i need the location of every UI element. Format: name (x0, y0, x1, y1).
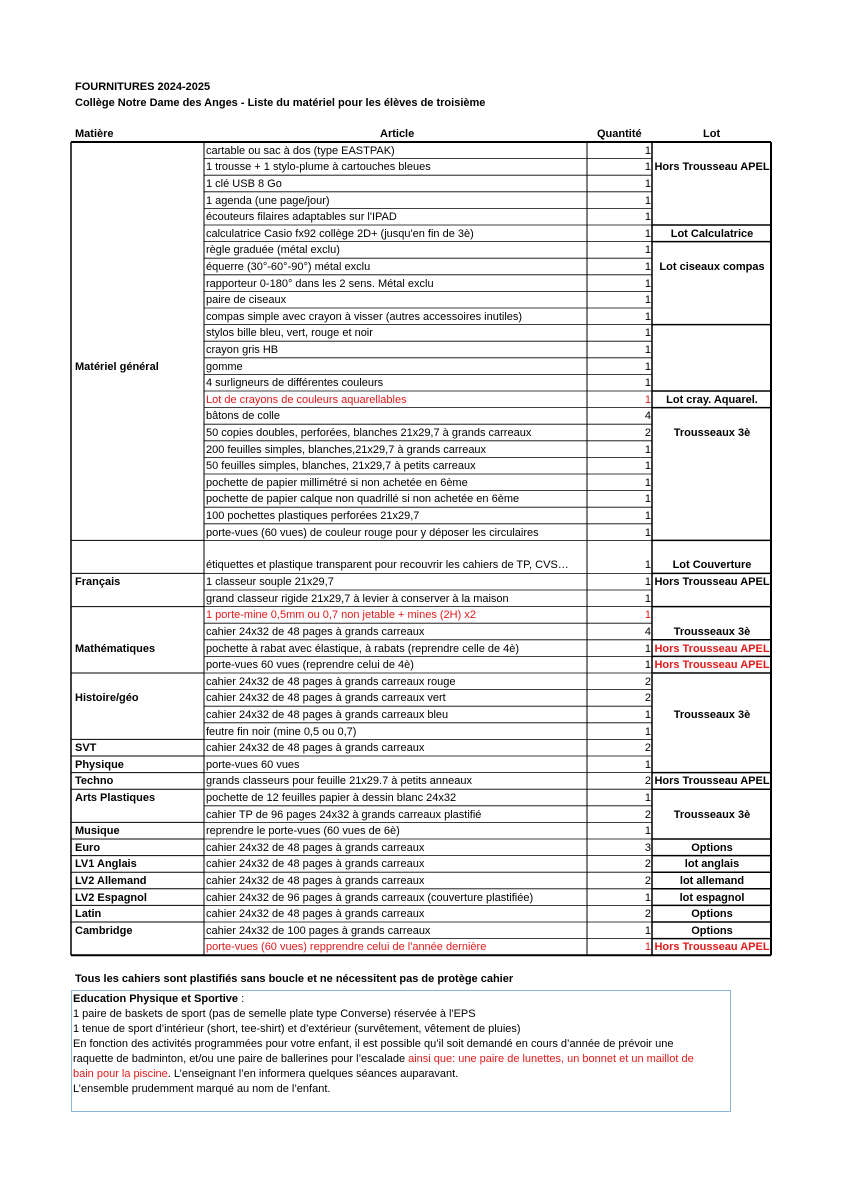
lot-label: Trousseaux 3è (673, 808, 751, 821)
matiere-label: Cambridge (75, 924, 133, 937)
quantity-cell: 1 (644, 709, 651, 721)
quantity-cell: 2 (644, 427, 651, 439)
article-cell: calculatrice Casio fx92 collège 2D+ (jusqu'en fin de 3è) (206, 227, 474, 240)
quantity-cell: 1 (644, 244, 651, 257)
eps-line-4 (73, 1052, 694, 1067)
quantity-cell: 2 (644, 775, 651, 788)
lot-label: Lot cray. Aquarel. (666, 393, 758, 406)
article-cell: équerre (30°-60°-90°) métal exclu (206, 261, 371, 273)
quantity-cell: 2 (644, 808, 651, 821)
lot-label: Trousseaux 3è (673, 626, 751, 638)
article-cell: porte-vues 60 vues (reprendre celui de 4è) (206, 659, 414, 672)
quantity-cell: 1 (644, 576, 651, 589)
lot-label: Options (691, 841, 733, 854)
matiere-label: Musique (75, 825, 120, 838)
article-cell: cahier TP de 96 pages 24x32 à grands carreaux plastifié (206, 808, 482, 821)
quantity-cell: 4 (644, 626, 651, 638)
quantity-cell: 1 (644, 194, 651, 207)
article-cell: pochette de papier calque non quadrillé si non achetée en 6ème (206, 493, 520, 506)
eps-line-4-text: raquette de badminton, et/ou une paire de ballerines pour l’escalade (73, 1053, 409, 1065)
article-cell: règle graduée (métal exclu) (206, 244, 340, 257)
eps-line-3: En fonction des activités programmées pour votre enfant, il est possible qu’il soit demandé en cours d’année de prévoir une (73, 1038, 674, 1050)
cahier-note: Tous les cahiers sont plastifiés sans boucle et ne nécessitent pas de protège cahier (75, 973, 514, 985)
quantity-cell: 1 (644, 310, 651, 323)
article-cell: gomme (206, 360, 243, 373)
article-cell: feutre fin noir (mine 0,5 ou 0,7) (206, 725, 357, 738)
article-cell: cartable ou sac à dos (type EASTPAK) (206, 144, 395, 157)
matiere-label: Physique (75, 758, 124, 771)
eps-heading: Education Physique et Sportive (73, 993, 239, 1005)
article-cell: porte-vues (60 vues) de couleur rouge pour y déposer les circulaires (206, 526, 539, 539)
quantity-cell: 1 (644, 891, 651, 904)
matiere-label: LV1 Anglais (75, 858, 137, 871)
article-cell: pochette de papier millimétré si non achetée en 6ème (206, 476, 468, 489)
quantity-cell: 1 (644, 211, 651, 224)
matiere-label: Euro (75, 841, 101, 854)
eps-heading-suffix: : (238, 993, 245, 1005)
lot-label: Hors Trousseau APEL (654, 941, 770, 954)
quantity-cell: 1 (644, 360, 651, 373)
quantity-cell: 1 (644, 227, 651, 240)
article-cell: rapporteur 0-180° dans les 2 sens. Métal exclu (206, 277, 434, 290)
article-cell: 1 porte-mine 0,5mm ou 0,7 non jetable + mines (2H) x2 (206, 609, 476, 622)
quantity-cell: 1 (644, 443, 651, 456)
quantity-cell: 2 (644, 742, 651, 755)
eps-heading-line (73, 992, 244, 1007)
article-cell: cahier 24x32 de 96 pages à grands carreaux (couverture plastifiée) (206, 891, 534, 904)
article-cell: cahier 24x32 de 48 pages à grands carreaux (206, 626, 425, 638)
lot-label: Hors Trousseau APEL (654, 775, 770, 788)
document-title: FOURNITURES 2024-2025 (75, 81, 211, 93)
quantity-cell: 1 (644, 792, 651, 804)
article-cell: grands classeurs pour feuille 21x29.7 à petits anneaux (206, 775, 473, 788)
article-cell: pochette de 12 feuilles papier à dessin blanc 24x32 (206, 792, 457, 804)
eps-line-6: L’ensemble prudemment marqué au nom de l’enfant. (73, 1083, 331, 1095)
lot-label: Hors Trousseau APEL (654, 659, 770, 672)
article-cell: reprendre le porte-vues (60 vues de 6è) (206, 825, 400, 838)
quantity-cell: 1 (644, 526, 651, 539)
article-cell: 1 clé USB 8 Go (206, 178, 282, 190)
article-cell: 50 copies doubles, perforées, blanches 21x29,7 à grands carreaux (206, 427, 532, 439)
quantity-cell: 1 (644, 642, 651, 655)
matiere-label: SVT (75, 742, 97, 755)
matiere-label: LV2 Allemand (75, 875, 147, 887)
article-cell: paire de ciseaux (206, 294, 287, 307)
article-cell: cahier 24x32 de 48 pages à grands carreaux bleu (206, 709, 449, 721)
article-cell: 1 trousse + 1 stylo-plume à cartouches bleues (206, 161, 431, 174)
article-cell: 200 feuilles simples, blanches,21x29,7 à grands carreaux (206, 443, 487, 456)
article-cell: pochette à rabat avec élastique, à rabats (reprendre celle de 4è) (206, 642, 520, 655)
article-cell: cahier 24x32 de 48 pages à grands carreaux (206, 841, 425, 854)
matiere-label: Mathématiques (75, 642, 156, 655)
article-cell: compas simple avec crayon à visser (autres accessoires inutiles) (206, 310, 523, 323)
quantity-cell: 1 (644, 344, 651, 356)
article-cell: étiquettes et plastique transparent pour recouvrir les cahiers de TP, CVS… (206, 558, 569, 571)
quantity-cell: 1 (644, 924, 651, 937)
matiere-label: Matériel général (75, 360, 159, 373)
header-lot: Lot (703, 128, 721, 140)
quantity-cell: 1 (644, 277, 651, 290)
article-cell: cahier 24x32 de 100 pages à grands carreaux (206, 924, 431, 937)
article-cell: grand classeur rigide 21x29,7 à levier à conserver à la maison (206, 592, 509, 605)
lot-label: Trousseaux 3è (673, 427, 751, 439)
article-cell: porte-vues 60 vues (206, 758, 300, 771)
quantity-cell: 4 (644, 410, 651, 423)
quantity-cell: 2 (644, 675, 651, 688)
quantity-cell: 1 (644, 558, 651, 571)
quantity-cell: 1 (644, 758, 651, 771)
header-article: Article (380, 128, 415, 140)
quantity-cell: 2 (644, 692, 651, 705)
header-quantite: Quantité (597, 128, 642, 140)
eps-line-5 (73, 1067, 458, 1082)
quantity-cell: 1 (644, 161, 651, 174)
matiere-label: Latin (75, 908, 102, 921)
header-matiere: Matière (75, 128, 114, 140)
article-cell: bâtons de colle (206, 410, 280, 423)
quantity-cell: 1 (644, 327, 651, 340)
matiere-label: Histoire/géo (75, 692, 139, 705)
quantity-cell: 2 (644, 858, 651, 871)
lot-label: Lot Couverture (672, 558, 752, 571)
article-cell: 1 agenda (une page/jour) (206, 194, 330, 207)
article-cell: 100 pochettes plastiques perforées 21x29,7 (206, 510, 420, 522)
article-cell: cahier 24x32 de 48 pages à grands carreaux (206, 742, 425, 755)
quantity-cell: 1 (644, 510, 651, 522)
article-cell: cahier 24x32 de 48 pages à grands carreaux rouge (206, 675, 456, 688)
lot-label: Hors Trousseau APEL (654, 161, 770, 174)
lot-label: lot anglais (684, 858, 740, 871)
lot-label: Lot ciseaux compas (659, 261, 765, 273)
quantity-cell: 1 (644, 460, 651, 473)
article-cell: Lot de crayons de couleurs aquarellables (206, 393, 407, 406)
quantity-cell: 1 (644, 592, 651, 605)
document-subtitle: Collège Notre Dame des Anges - Liste du matériel pour les élèves de troisième (75, 97, 486, 109)
quantity-cell: 1 (644, 609, 651, 622)
matiere-label: Techno (75, 775, 114, 788)
quantity-cell: 1 (644, 493, 651, 506)
quantity-cell: 1 (644, 941, 651, 954)
article-cell: stylos bille bleu, vert, rouge et noir (206, 327, 373, 340)
article-cell: 1 classeur souple 21x29,7 (206, 576, 334, 589)
matiere-label: LV2 Espagnol (75, 891, 147, 904)
quantity-cell: 1 (644, 725, 651, 738)
matiere-label: Arts Plastiques (75, 792, 156, 804)
quantity-cell: 1 (644, 825, 651, 838)
article-cell: cahier 24x32 de 48 pages à grands carreaux (206, 858, 425, 871)
quantity-cell: 3 (644, 841, 651, 854)
lot-label: Hors Trousseau APEL (654, 642, 770, 655)
eps-line-1: 1 paire de baskets de sport (pas de semelle plate type Converse) réservée à l'EPS (73, 1008, 476, 1020)
quantity-cell: 1 (644, 659, 651, 672)
quantity-cell: 1 (644, 261, 651, 273)
quantity-cell: 1 (644, 144, 651, 157)
quantity-cell: 1 (644, 294, 651, 307)
lot-label: Hors Trousseau APEL (654, 576, 770, 589)
eps-line-2: 1 tenue de sport d’intérieur (short, tee-shirt) et d’extérieur (survêtement, vêtement de pluies) (73, 1023, 521, 1035)
quantity-cell: 1 (644, 476, 651, 489)
lot-label: lot espagnol (679, 891, 745, 904)
eps-line-5-red: bain pour la piscine (73, 1068, 168, 1080)
lot-label: lot allemand (679, 875, 745, 887)
lot-label: Lot Calculatrice (670, 227, 754, 240)
quantity-cell: 2 (644, 908, 651, 921)
article-cell: cahier 24x32 de 48 pages à grands carreaux (206, 908, 425, 921)
article-cell: porte-vues (60 vues) repprendre celui de l'année dernière (206, 941, 487, 954)
quantity-cell: 1 (644, 178, 651, 190)
quantity-cell: 2 (644, 875, 651, 887)
lot-label: Options (691, 924, 733, 937)
eps-line-4-red: ainsi que: une paire de lunettes, un bonnet et un maillot de (408, 1053, 694, 1065)
lot-label: Trousseaux 3è (673, 709, 751, 721)
quantity-cell: 1 (644, 393, 651, 406)
lot-label: Options (691, 908, 733, 921)
matiere-label: Français (75, 576, 121, 589)
article-cell: cahier 24x32 de 48 pages à grands carreaux (206, 875, 425, 887)
article-cell: cahier 24x32 de 48 pages à grands carreaux vert (206, 692, 446, 705)
eps-line-5-text: . L’enseignant l’en informera quelques séances auparavant. (167, 1068, 459, 1080)
article-cell: crayon gris HB (206, 344, 279, 356)
quantity-cell: 1 (644, 377, 651, 390)
article-cell: 50 feuilles simples, blanches, 21x29,7 à petits carreaux (206, 460, 476, 473)
article-cell: écouteurs filaires adaptables sur l'IPAD (206, 211, 397, 224)
article-cell: 4 surligneurs de différentes couleurs (206, 377, 384, 390)
